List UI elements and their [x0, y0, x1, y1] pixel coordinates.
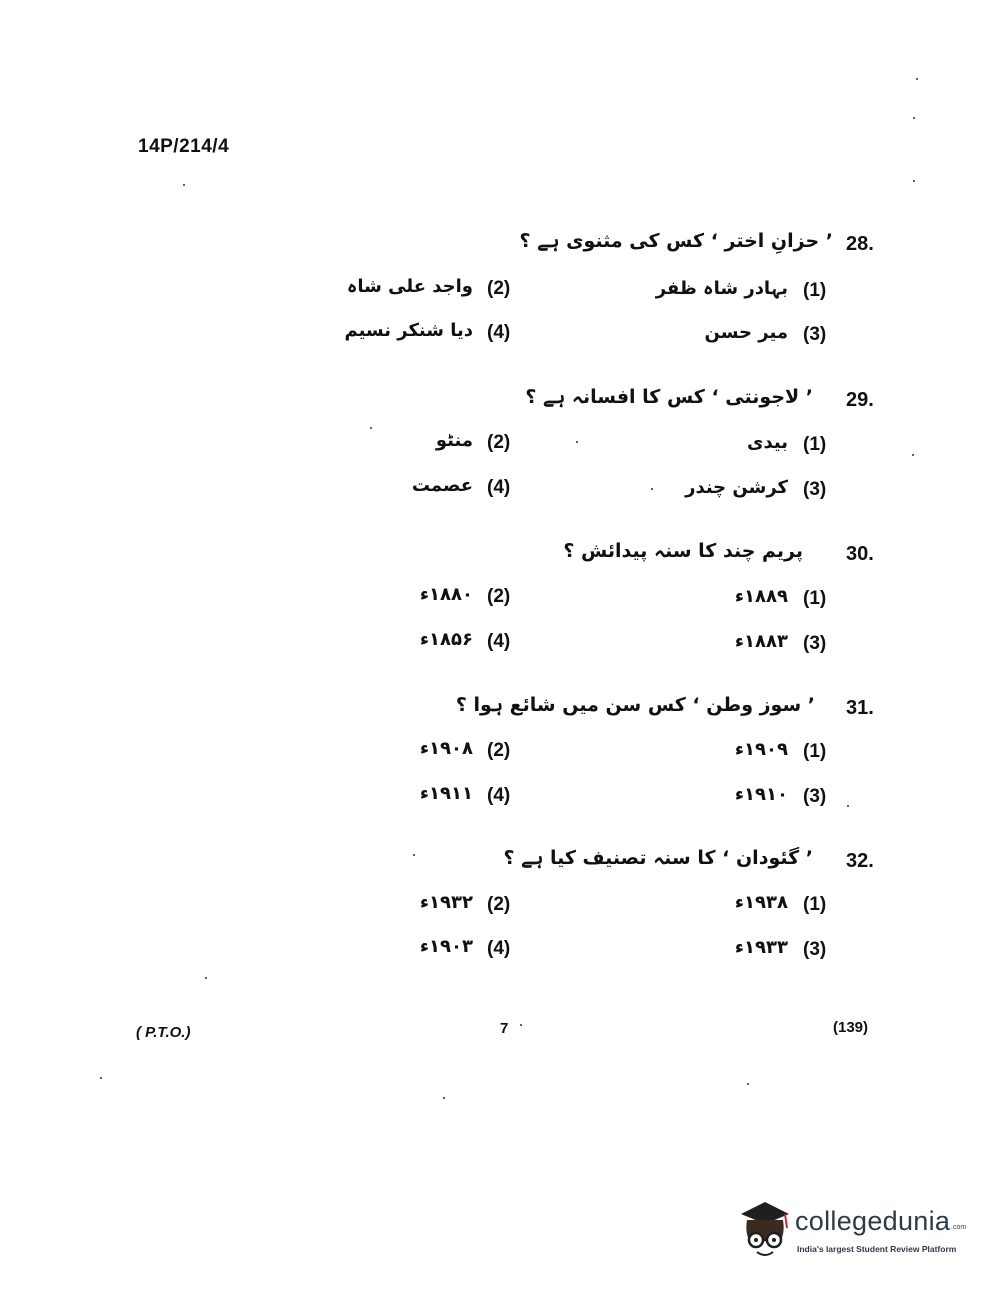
scan-speck — [370, 427, 372, 429]
option-number: (4) — [487, 631, 511, 652]
option-number: (1) — [803, 741, 827, 762]
option-text: کرشن چندر — [685, 477, 788, 498]
option-number: (2) — [487, 278, 511, 299]
option-number: (4) — [487, 322, 511, 343]
question-number: 28. — [846, 233, 874, 255]
scan-speck — [912, 454, 914, 456]
scan-speck — [183, 184, 185, 186]
scan-speck — [205, 977, 207, 979]
question-text: ’ گئودان ‘ کا سنہ تصنیف کیا ہے ؟ — [503, 847, 813, 869]
option-text: واجد علی شاہ — [346, 276, 473, 297]
question-text: ’ حزانِ اختر ‘ کس کی مثنوی ہے ؟ — [519, 230, 833, 252]
collegedunia-brand: collegedunia — [795, 1206, 951, 1236]
option-text: میر حسن — [704, 322, 788, 343]
scan-speck — [913, 117, 915, 119]
scan-speck — [847, 805, 849, 807]
option-number: (4) — [487, 477, 511, 498]
option-number: (2) — [487, 740, 511, 761]
question-number: 31. — [846, 697, 874, 719]
scan-speck — [747, 1083, 749, 1085]
page-number: 7 — [500, 1020, 509, 1037]
option-text: ۱۸۸۰ء — [419, 584, 473, 605]
option-number: (1) — [803, 434, 827, 455]
scan-speck — [651, 488, 653, 490]
option-text: بیدی — [746, 432, 788, 453]
option-text: ۱۸۸۹ء — [734, 586, 788, 607]
option-number: (4) — [487, 938, 511, 959]
scan-speck — [443, 1097, 445, 1099]
option-text: دیا شنکر نسیم — [344, 320, 473, 341]
option-text: عصمت — [411, 475, 473, 496]
option-text: ۱۹۰۸ء — [419, 738, 473, 759]
option-text: ۱۸۸۳ء — [734, 631, 788, 652]
option-number: (2) — [487, 586, 511, 607]
option-text: ۱۹۳۳ء — [734, 937, 788, 958]
question-number: 30. — [846, 543, 874, 565]
option-number: (3) — [803, 479, 827, 500]
option-number: (1) — [803, 894, 827, 915]
option-number: (3) — [803, 324, 827, 345]
option-number: (4) — [487, 785, 511, 806]
scan-speck — [520, 1024, 522, 1026]
option-text: ۱۹۰۳ء — [419, 936, 473, 957]
mascot-icon — [735, 1196, 795, 1266]
option-number: (1) — [803, 280, 827, 301]
question-number: 29. — [846, 389, 874, 411]
option-text: ۱۹۳۸ء — [734, 892, 788, 913]
question-number: 32. — [846, 850, 874, 872]
option-text: بہادر شاہ ظفر — [655, 278, 788, 299]
set-code: (139) — [833, 1019, 869, 1036]
option-number: (3) — [803, 939, 827, 960]
scan-speck — [413, 854, 415, 856]
pto-label: ( P.T.O.) — [136, 1024, 191, 1041]
question-text: پریم چند کا سنہ پیدائش ؟ — [563, 540, 803, 562]
option-number: (3) — [803, 786, 827, 807]
option-number: (2) — [487, 432, 511, 453]
option-text: ۱۹۱۰ء — [734, 784, 788, 805]
option-text: ۱۹۳۲ء — [419, 892, 473, 913]
option-text: منٹو — [435, 430, 473, 451]
option-number: (1) — [803, 588, 827, 609]
paper-code: 14P/214/4 — [138, 136, 230, 157]
option-text: ۱۹۰۹ء — [734, 739, 788, 760]
option-text: ۱۹۱۱ء — [419, 783, 473, 804]
scan-speck — [916, 78, 918, 80]
scan-speck — [100, 1077, 102, 1079]
option-number: (2) — [487, 894, 511, 915]
option-text: ۱۸۵۶ء — [419, 629, 473, 650]
question-text: ’ سوز وطن ‘ کس سن میں شائع ہوا ؟ — [455, 694, 815, 716]
question-text: ’ لاجونتی ‘ کس کا افسانہ ہے ؟ — [525, 386, 813, 408]
collegedunia-dotcom: .com — [951, 1224, 967, 1231]
scan-speck — [913, 180, 915, 182]
collegedunia-tagline: India's largest Student Review Platform — [797, 1244, 957, 1254]
option-number: (3) — [803, 633, 827, 654]
scan-speck — [576, 441, 578, 443]
